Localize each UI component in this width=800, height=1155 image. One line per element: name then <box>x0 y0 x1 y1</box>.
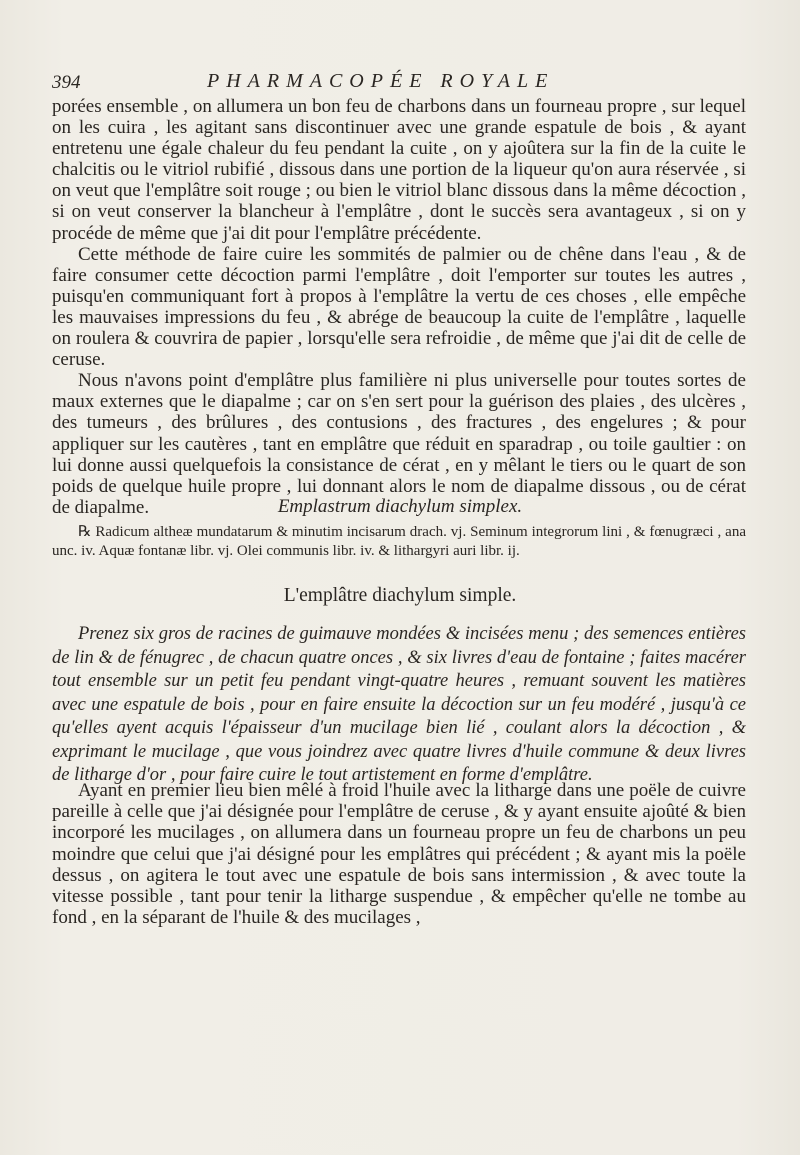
paragraph-1: porées ensemble , on allumera un bon feu de charbons dans un fourneau propre , sur lequel on les cuira , les agitant sans discontinuer avec une grande espatule de bois , & ayant entretenu une égale chaleur du feu pendant la cuite , on y ajoûtera sur la fin de la cuite le chalcitis ou le vitriol rubifié , dissous dans une portion de la liqueur qu'on aura réservée , si on veut que l'emplâtre soit rouge ; ou bien le vitriol blanc dissous dans la même décoction , si on veut conserver la blancheur à l'emplâtre , dont le succès sera avantageux , si on y procéde de même que j'ai dit pour l'emplâtre précédente. <box>52 96 746 244</box>
section-title: L'emplâtre diachylum simple. <box>283 585 517 606</box>
latin-title: Emplastrum diachylum simplex. <box>277 496 523 517</box>
page-header <box>52 70 740 94</box>
paragraph-4: Ayant en premier lieu bien mêlé à froid l'huile avec la litharge dans une poële de cuivre pareille à celle que j'ai désignée pour l'emplâtre de ceruse , & y ayant ensuite ajoûté & bien incorporé les mucilages , on allumera dans un fourneau propre un feu de charbons un peu moindre que celui que j'ai désigné pour les emplâtres qui précédent ; & ayant mis la poële dessus , on agitera le tout avec une espatule de bois sans intermission , & avec toute la vitesse possible , tant pour tenir la litharge suspendue , & empêcher qu'elle ne tombe au fond , en la séparant de l'huile & des mucilages , <box>52 780 746 929</box>
latin-recipe: ℞ Radicum altheæ mundatarum & minutim incisarum drach. vj. Seminum integrorum lini , & fœnugræci , ana unc. iv. Aquæ fontanæ libr. vj. Olei communis libr. iv. & lithargyri auri libr. ij. <box>52 524 746 559</box>
page-number: 394 <box>52 72 81 93</box>
running-head: PHARMACOPÉE ROYALE <box>207 70 555 92</box>
main-text-block <box>52 96 746 518</box>
paragraph-3: Nous n'avons point d'emplâtre plus familière ni plus universelle pour toutes sortes de maux externes que le diapalme ; car on s'en sert pour la guérison des plaies , des ulcères , des tumeurs , des brûlures , des contusions , des fractures , des engelures ; & pour appliquer sur les cautères , tant en emplâtre que réduit en sparadrap , ou toile gaultier : on lui donne aussi quelquefois la consistance de cérat , en y mêlant le tiers ou le quart de son poids de quelque huile propre , lui donnant alors le nom de diapalme dissous , ou de cérat de diapalme. <box>52 370 746 518</box>
paragraph-2: Cette méthode de faire cuire les sommités de palmier ou de chêne dans l'eau , & de faire consumer cette décoction parmi l'emplâtre , doit l'emporter sur toutes les autres , puisqu'en communiquant fort à propos à l'emplâtre la vertu de ces choses , elle empêche les mauvaises impressions du feu , & abrége de beaucoup la cuite de l'emplâtre , laquelle on roulera & couvrira de papier , lorsqu'elle sera refroidie , de même que j'ai dit de celle de ceruse. <box>52 243 746 371</box>
recipe-instructions: Prenez six gros de racines de guimauve mondées & incisées menu ; des semences entières de lin & de fénugrec , de chacun quatre onces , & six livres d'eau de fontaine ; faites macérer tout ensemble sur un petit feu pendant vingt-quatre heures , remuant souvent les matières avec une espatule de bois , pour en faire ensuite la décoction sur un feu modéré , jusqu'à ce qu'elles ayent acquis l'épaisseur d'un mucilage bien lié , coulant alors la décoction , & exprimant le mucilage , que vous joindrez avec quatre livres d'huile commune & deux livres de litharge d'or , pour faire cuire le tout artistement en forme d'emplâtre. <box>52 624 746 785</box>
